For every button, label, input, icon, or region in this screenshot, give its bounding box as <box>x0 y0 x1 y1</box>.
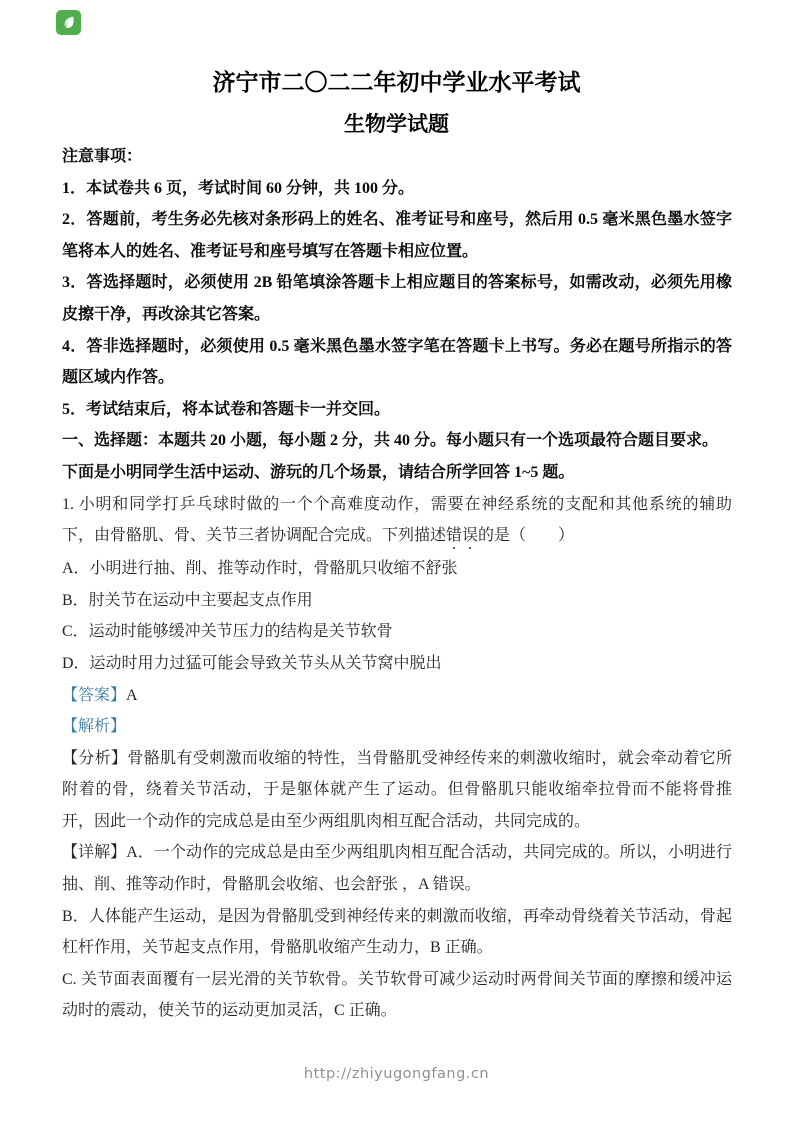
answer-label: 【答案】 <box>62 686 127 704</box>
detail-paragraph-c: C. 关节面表面覆有一层光滑的关节软骨。关节软骨可减少运动时两骨间关节面的摩擦和缓冲运动时的震动，使关节的运动更加灵活，C 正确。 <box>62 970 732 1020</box>
section-heading: 一、选择题：本题共 20 小题，每小题 2 分，共 40 分。每小题只有一个选项最符合题目要求。 <box>62 432 719 450</box>
analysis-paragraph <box>62 743 732 838</box>
question-1-option-d: D．运动时用力过猛可能会导致关节头从关节窝中脱出 <box>62 654 442 672</box>
detail-paragraph-b: B．人体能产生运动，是因为骨骼肌受到神经传来的刺激而收缩，再牵动骨绕着关节活动，骨起杠杆作用，关节起支点作用，骨骼肌收缩产生动力，B 正确。 <box>62 907 732 957</box>
exam-subtitle: 生物学试题 <box>344 112 449 136</box>
question-1-option-c: C．运动时能够缓冲关节压力的结构是关节软骨 <box>62 623 393 641</box>
notice-item-4: 4．答非选择题时，必须使用 0.5 毫米黑色墨水签字笔在答题卡上书写。务必在题号所指示的答题区域内作答。 <box>62 337 732 387</box>
notice-heading: 注意事项： <box>62 148 143 165</box>
answer-line <box>62 680 732 712</box>
question-1-option-a: A．小明进行抽、削、推等动作时，骨骼肌只收缩不舒张 <box>62 560 458 578</box>
notice-item-3: 3．答选择题时，必须使用 2B 铅笔填涂答题卡上相应题目的答案标号，如需改动，必须先用橡皮擦干净，再改涂其它答案。 <box>62 274 732 323</box>
answer-value: A <box>126 686 138 704</box>
question-stem-text: 1. 小明和同学打乒乓球时做的一个个高难度动作，需要在神经系统的支配和其他系统的辅助下，由骨骼肌、骨、关节三者协调配合完成。下列描述 <box>62 495 732 545</box>
detail-paragraph-a <box>62 837 732 900</box>
analysis-label: 【分析】 <box>62 749 128 767</box>
question-1-stem <box>62 489 732 554</box>
detail-label: 【详解】 <box>62 844 127 862</box>
question-1-option-b: B．肘关节在运动中主要起支点作用 <box>62 591 313 609</box>
site-logo <box>56 10 81 35</box>
analysis-text: 骨骼肌有受刺激而收缩的特性，当骨骼肌受神经传来的刺激收缩时，就会牵动着它所附着的骨，绕着关节活动，于是躯体就产生了运动。但骨骼肌只能收缩牵拉骨而不能将骨推开，因此一个动作的完成总是由至少两组肌肉相互配合活动，共同完成的。 <box>62 749 732 830</box>
section-intro: 下面是小明同学生活中运动、游玩的几个场景，请结合所学回答 1~5 题。 <box>62 463 575 481</box>
detail-text-a: A．一个动作的完成总是由至少两组肌肉相互配合活动，共同完成的。所以，小明进行抽、削、推等动作时，骨骼肌会收缩、也会舒张 ，A 错误。 <box>62 844 732 894</box>
analysis-heading-label: 【解析】 <box>62 718 127 736</box>
watermark-url: http://zhiyugongfang.cn <box>303 1066 490 1082</box>
analysis-heading <box>62 711 732 743</box>
question-stem-tail: 的是（ ） <box>478 527 575 545</box>
question-stem-emphasis: 错误 <box>446 527 479 545</box>
exam-title: 济宁市二〇二二年初中学业水平考试 <box>212 70 581 95</box>
notice-item-1: 1．本试卷共 6 页，考试时间 60 分钟，共 100 分。 <box>62 179 415 197</box>
notice-item-2: 2．答题前，考生务必先核对条形码上的姓名、准考证号和座号，然后用 0.5 毫米黑色墨水签字笔将本人的姓名、准考证号和座号填写在答题卡相应位置。 <box>62 211 732 260</box>
document-body <box>62 141 732 1027</box>
leaf-icon <box>59 13 78 32</box>
notice-item-5: 5．考试结束后，将本试卷和答题卡一并交回。 <box>62 400 391 418</box>
